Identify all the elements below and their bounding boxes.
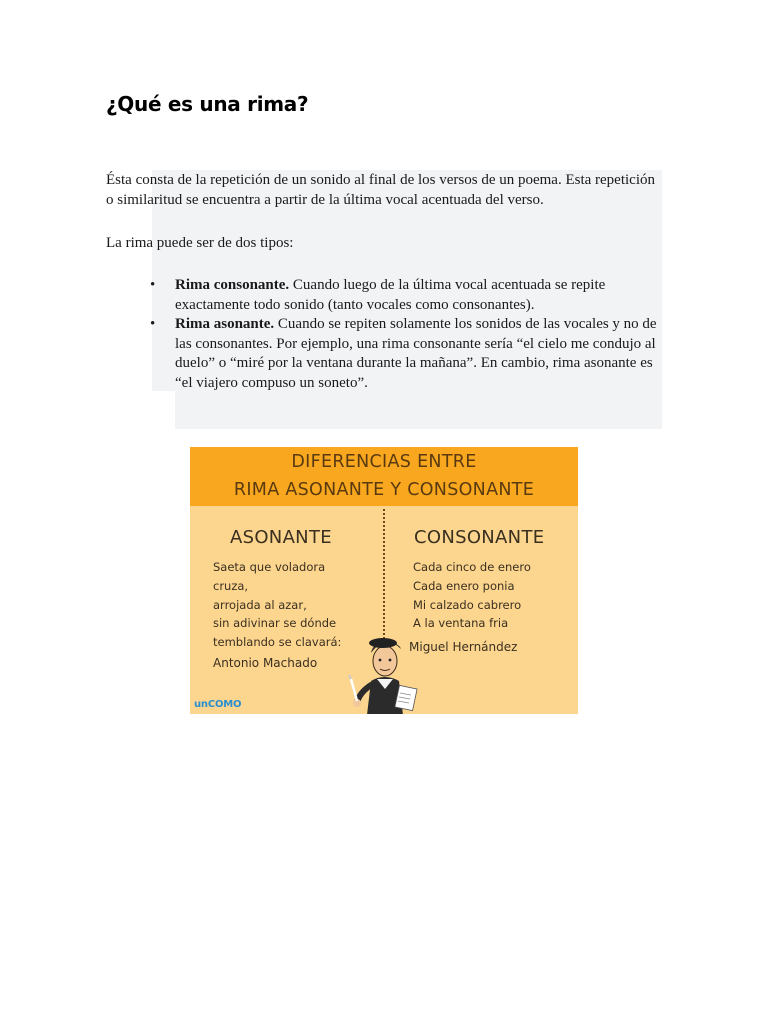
definition-paragraph: Ésta consta de la repetición de un sonido al final de los versos de un poema. Esta repetición o similaritud se encuentra a partir de la última vocal acentuada del verso. bbox=[106, 172, 656, 208]
poet-illustration-icon bbox=[345, 623, 425, 714]
poem-line: A la ventana fria bbox=[413, 616, 509, 631]
page-title: ¿Qué es una rima? bbox=[106, 92, 309, 116]
asonante-column-title: ASONANTE bbox=[230, 527, 332, 548]
infographic-title-line-2: RIMA ASONANTE Y CONSONANTE bbox=[233, 480, 535, 500]
text-highlight-background-tail bbox=[175, 391, 662, 429]
infographic-title-line-1: DIFERENCIAS ENTRE bbox=[291, 452, 477, 472]
poem-line: Cada enero ponia bbox=[413, 578, 515, 593]
poem-line: Mi calzado cabrero bbox=[413, 597, 522, 612]
uncomo-logo: unCOMO bbox=[194, 699, 242, 710]
bullet-term: Rima consonante. bbox=[175, 277, 290, 293]
rhyme-differences-infographic bbox=[190, 447, 578, 714]
asonante-poem bbox=[213, 558, 341, 652]
consonante-poem bbox=[413, 558, 531, 633]
list-item-rima-consonante bbox=[150, 276, 665, 315]
consonante-author: Miguel Hernández bbox=[409, 640, 518, 654]
poem-line: Saeta que voladora bbox=[213, 560, 326, 574]
bullet-text: Cuando luego de la última vocal acentuada se repite exactamente todo sonido (tanto vocales como consonantes). bbox=[175, 277, 606, 313]
poem-line: sin adivinar se dónde bbox=[213, 616, 337, 631]
poem-line: Cada cinco de enero bbox=[413, 560, 531, 574]
poem-line: arrojada al azar, bbox=[213, 597, 307, 612]
list-item-rima-asonante bbox=[150, 315, 665, 393]
bullet-text: Cuando se repiten solamente los sonidos de las vocales y no de las consonantes. Por ejemplo, una rima consonante sería “el cielo me condujo al duelo” o “miré por la ventana durante la mañana”. En cambio, rima asonante es “el viajero compuso un soneto”. bbox=[175, 316, 657, 391]
types-intro-paragraph: La rima puede ser de dos tipos: bbox=[106, 235, 294, 251]
poem-line: cruza, bbox=[213, 578, 249, 593]
rhyme-types-list bbox=[150, 276, 665, 393]
asonante-author: Antonio Machado bbox=[213, 656, 318, 670]
bullet-term: Rima asonante. bbox=[175, 316, 275, 332]
poem-line: temblando se clavará: bbox=[213, 635, 342, 650]
consonante-column-title: CONSONANTE bbox=[414, 527, 545, 548]
infographic-header bbox=[190, 447, 578, 506]
